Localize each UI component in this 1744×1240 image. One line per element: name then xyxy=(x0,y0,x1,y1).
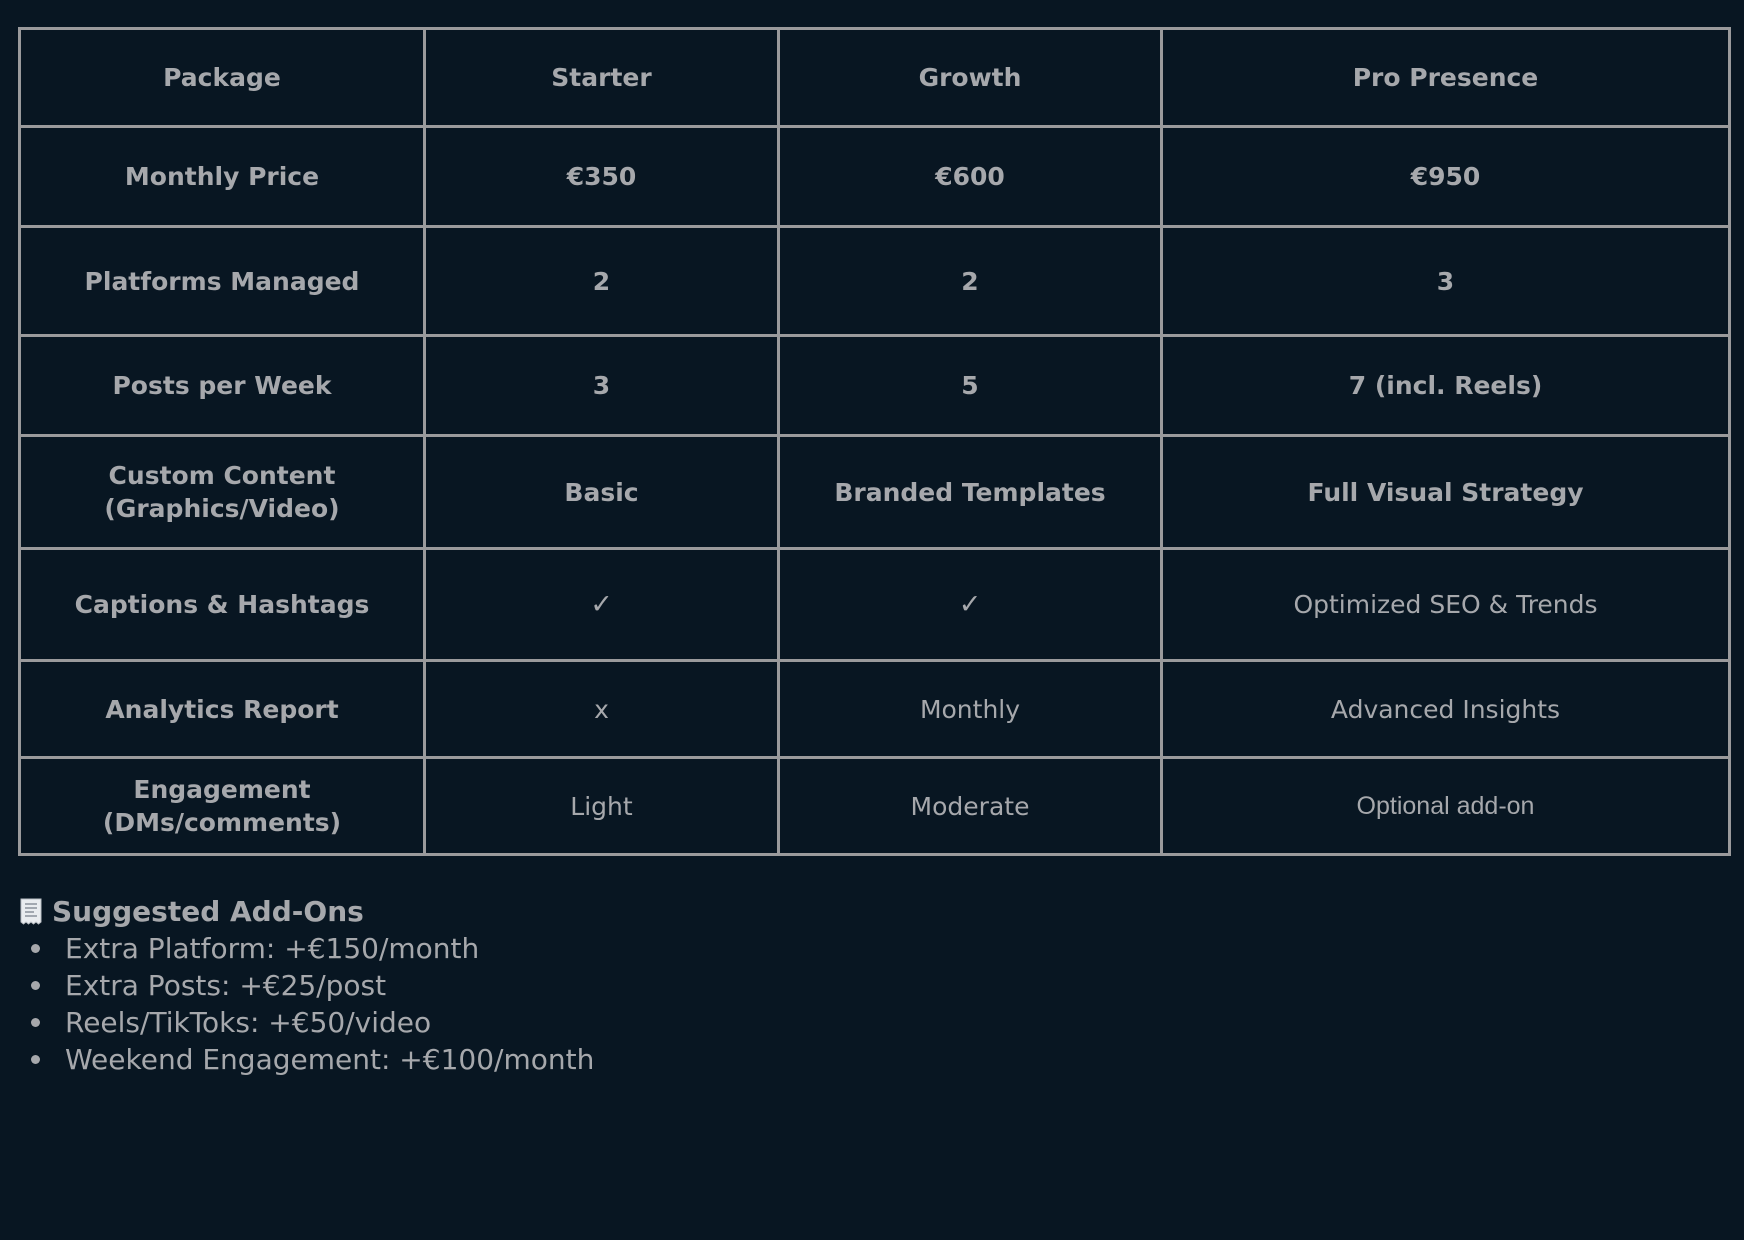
suggested-addons-section xyxy=(20,892,594,1078)
row-label-custom-content-line1: Custom Content xyxy=(108,461,336,490)
list-item xyxy=(20,1004,594,1041)
cell-growth-content: Branded Templates xyxy=(779,436,1162,549)
cell-pro-analytics: Advanced Insights xyxy=(1162,661,1730,758)
cell-pro-platforms: 3 xyxy=(1162,227,1730,336)
table-row xyxy=(20,127,1730,227)
pricing-table xyxy=(18,27,1731,856)
cell-pro-captions: Optimized SEO & Trends xyxy=(1162,549,1730,661)
cell-pro-posts: 7 (incl. Reels) xyxy=(1162,336,1730,436)
cell-starter-analytics: x xyxy=(425,661,779,758)
receipt-icon xyxy=(20,898,42,925)
cell-growth-platforms: 2 xyxy=(779,227,1162,336)
cell-starter-engagement: Light xyxy=(425,758,779,855)
addon-item-text: Extra Posts: +€25/post xyxy=(65,969,387,1002)
cell-growth-price: €600 xyxy=(779,127,1162,227)
header-package: Package xyxy=(20,29,425,127)
addon-item-text: Extra Platform: +€150/month xyxy=(65,932,480,965)
header-starter: Starter xyxy=(425,29,779,127)
list-item xyxy=(20,930,594,967)
cell-pro-price: €950 xyxy=(1162,127,1730,227)
bullet-dot xyxy=(31,944,40,953)
cell-growth-posts: 5 xyxy=(779,336,1162,436)
row-label-engagement: Engagement (DMs/comments) xyxy=(20,758,425,855)
table-row xyxy=(20,336,1730,436)
cell-pro-engagement: Optional add-on xyxy=(1162,758,1730,855)
list-item xyxy=(20,967,594,1004)
row-label-custom-content-line2: (Graphics/Video) xyxy=(104,494,340,523)
row-label-posts-per-week: Posts per Week xyxy=(20,336,425,436)
cell-growth-engagement: Moderate xyxy=(779,758,1162,855)
table-row xyxy=(20,661,1730,758)
table-row xyxy=(20,227,1730,336)
cell-starter-captions-check: ✓ xyxy=(425,549,779,661)
row-label-custom-content xyxy=(20,436,425,549)
row-label-monthly-price: Monthly Price xyxy=(20,127,425,227)
header-pro-presence: Pro Presence xyxy=(1162,29,1730,127)
table-row xyxy=(20,549,1730,661)
cell-starter-platforms: 2 xyxy=(425,227,779,336)
bullet-dot xyxy=(31,981,40,990)
bullet-dot xyxy=(31,1055,40,1064)
cell-starter-price: €350 xyxy=(425,127,779,227)
addons-heading-text: Suggested Add-Ons xyxy=(52,894,364,928)
bullet-dot xyxy=(31,1018,40,1027)
cell-pro-content: Full Visual Strategy xyxy=(1162,436,1730,549)
addons-list xyxy=(20,930,594,1078)
addon-item-text: Weekend Engagement: +€100/month xyxy=(65,1043,595,1076)
cell-growth-analytics: Monthly xyxy=(779,661,1162,758)
table-header-row xyxy=(20,29,1730,127)
table-row xyxy=(20,436,1730,549)
row-label-analytics-report: Analytics Report xyxy=(20,661,425,758)
addons-heading xyxy=(20,892,594,930)
table-row xyxy=(20,758,1730,855)
row-label-captions-hashtags: Captions & Hashtags xyxy=(20,549,425,661)
cell-starter-posts: 3 xyxy=(425,336,779,436)
list-item xyxy=(20,1041,594,1078)
cell-growth-captions-check: ✓ xyxy=(779,549,1162,661)
row-label-platforms-managed: Platforms Managed xyxy=(20,227,425,336)
addon-item-text: Reels/TikToks: +€50/video xyxy=(65,1006,432,1039)
cell-starter-content: Basic xyxy=(425,436,779,549)
header-growth: Growth xyxy=(779,29,1162,127)
